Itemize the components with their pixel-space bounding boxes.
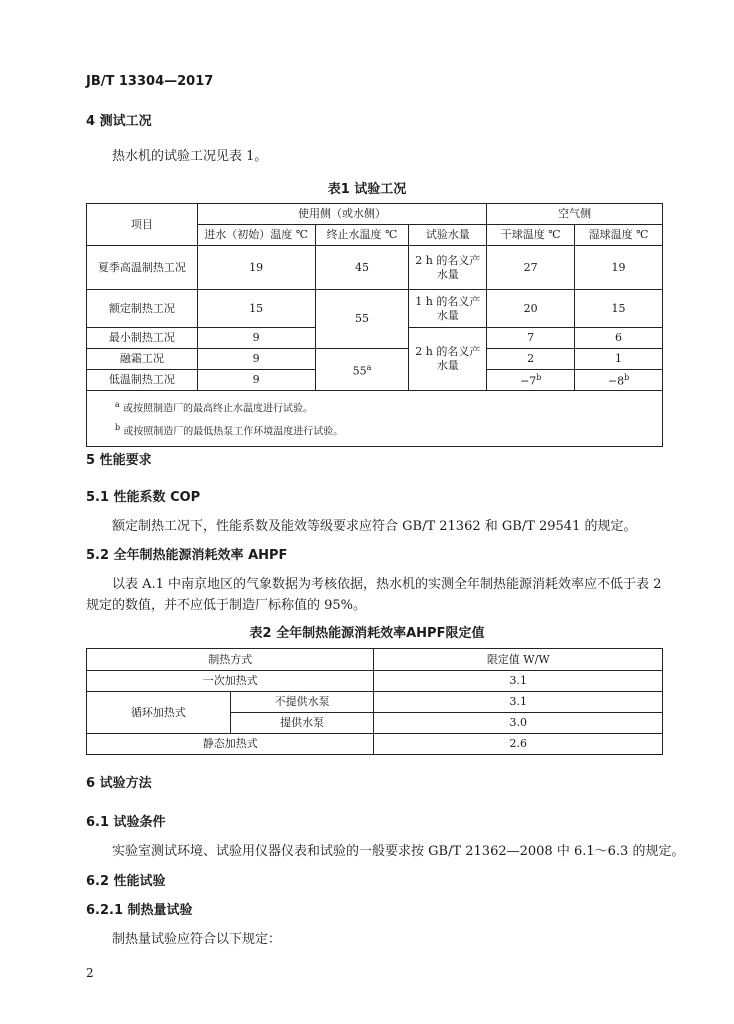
section-4-text: 热水机的试验工况见表 1。	[112, 149, 268, 164]
footnote-mark: a	[366, 362, 372, 372]
section-5-1-title: 5.1 性能系数 COP	[86, 490, 201, 505]
dry-bulb: 27	[487, 246, 575, 290]
footnote-mark: b	[536, 373, 542, 383]
end-temp: 55	[315, 290, 409, 349]
table-row	[87, 671, 663, 692]
wet-bulb-value: −8	[607, 374, 625, 388]
table2-header-row	[87, 649, 663, 671]
table1-col-wet-bulb: 湿球温度 ℃	[575, 225, 663, 246]
note-a-mark: a	[115, 400, 120, 409]
table-row	[87, 349, 663, 370]
end-temp-value: 55	[352, 364, 367, 378]
document-id: JB/T 13304—2017	[86, 74, 214, 89]
note-a-text: 或按照制造厂的最高终止水温度进行试验。	[122, 403, 313, 415]
table-row	[87, 290, 663, 328]
limit-value: 2.6	[374, 734, 663, 755]
section-6-title: 6 试验方法	[86, 776, 152, 791]
inlet-temp: 9	[197, 370, 315, 391]
section-5-2-text-line2: 规定的数值，并不应低于制造厂标称值的 95%。	[86, 598, 367, 613]
dry-bulb	[487, 370, 575, 391]
mode-name: 提供水泵	[230, 713, 374, 734]
mode-name: 不提供水泵	[230, 692, 374, 713]
section-5-2-text-line1: 以表 A.1 中南京地区的气象数据为考核依据，热水机的实测全年制热能源消耗效率应不低于表 2	[112, 577, 662, 592]
table1-group-use-side: 使用侧（或水侧）	[197, 204, 486, 225]
table1-notes-row	[87, 391, 663, 447]
table1	[86, 203, 663, 447]
section-4-title: 4 测试工况	[86, 114, 152, 129]
limit-value: 3.1	[374, 671, 663, 692]
mode-group-loop: 循环加热式	[87, 692, 231, 734]
wet-bulb: 6	[575, 328, 663, 349]
wet-bulb: 1	[575, 349, 663, 370]
inlet-temp: 15	[197, 290, 315, 328]
table-row	[87, 692, 663, 713]
end-temp: 45	[315, 246, 409, 290]
row-name: 融霜工况	[87, 349, 198, 370]
water-flow-line1: 2 h 的名义产	[415, 253, 481, 267]
water-flow	[409, 290, 487, 328]
note-a	[115, 395, 662, 418]
section-6-1-title: 6.1 试验条件	[86, 815, 166, 830]
water-flow-line2: 水量	[436, 308, 459, 322]
limit-value: 3.1	[374, 692, 663, 713]
section-5-title: 5 性能要求	[86, 453, 152, 468]
section-6-2-title: 6.2 性能试验	[86, 874, 166, 889]
note-b-mark: b	[115, 423, 121, 433]
table1-col-end-temp: 终止水温度 ℃	[315, 225, 409, 246]
dry-bulb-value: −7	[519, 374, 537, 388]
limit-value: 3.0	[374, 713, 663, 734]
table1-caption: 表1 试验工况	[327, 182, 407, 197]
mode-name: 一次加热式	[87, 671, 374, 692]
section-6-2-1-text: 制热量试验应符合以下规定：	[112, 932, 282, 947]
section-6-1-text: 实验室测试环境、试验用仪器仪表和试验的一般要求按 GB/T 21362—2008 中 6.1～6.3 的规定。	[112, 844, 685, 859]
page-number: 2	[86, 966, 94, 980]
table1-group-air-side: 空气侧	[487, 204, 663, 225]
section-5-2-title: 5.2 全年制热能源消耗效率 AHPF	[86, 548, 288, 563]
footnote-mark: b	[624, 373, 630, 383]
table-row	[87, 246, 663, 290]
table1-col-item: 项目	[87, 204, 198, 246]
row-name: 额定制热工况	[87, 290, 198, 328]
table-row	[87, 734, 663, 755]
table2-caption: 表2 全年制热能源消耗效率AHPF限定值	[249, 626, 485, 641]
note-b-text: 或按照制造厂的最低热泵工作环境温度进行试验。	[123, 426, 344, 438]
table1-col-dry-bulb: 干球温度 ℃	[487, 225, 575, 246]
wet-bulb: 19	[575, 246, 663, 290]
end-temp	[315, 349, 409, 391]
inlet-temp: 19	[197, 246, 315, 290]
section-5-1-text: 额定制热工况下，性能系数及能效等级要求应符合 GB/T 21362 和 GB/T 29541 的规定。	[112, 519, 637, 534]
water-flow	[409, 246, 487, 290]
water-flow-line2: 水量	[436, 359, 459, 372]
mode-name: 静态加热式	[87, 734, 374, 755]
table2-col-mode: 制热方式	[87, 649, 374, 671]
water-flow-line1: 1 h 的名义产	[415, 294, 481, 308]
water-flow	[409, 328, 487, 391]
row-name: 最小制热工况	[87, 328, 198, 349]
table1-col-inlet-temp: 进水（初始）温度 ℃	[197, 225, 315, 246]
dry-bulb: 7	[487, 328, 575, 349]
note-b	[115, 418, 662, 441]
water-flow-line1: 2 h 的名义产	[415, 345, 481, 358]
dry-bulb: 2	[487, 349, 575, 370]
section-6-2-1-title: 6.2.1 制热量试验	[86, 903, 193, 918]
row-name: 夏季高温制热工况	[87, 246, 198, 290]
table2	[86, 648, 663, 755]
dry-bulb: 20	[487, 290, 575, 328]
table2-col-limit: 限定值 W/W	[374, 649, 663, 671]
water-flow-line2: 水量	[436, 267, 459, 281]
wet-bulb: 15	[575, 290, 663, 328]
inlet-temp: 9	[197, 328, 315, 349]
table1-col-water-flow: 试验水量	[409, 225, 487, 246]
row-name: 低温制热工况	[87, 370, 198, 391]
wet-bulb	[575, 370, 663, 391]
table1-header-row-1	[87, 204, 663, 225]
inlet-temp: 9	[197, 349, 315, 370]
table1-notes	[87, 391, 663, 447]
